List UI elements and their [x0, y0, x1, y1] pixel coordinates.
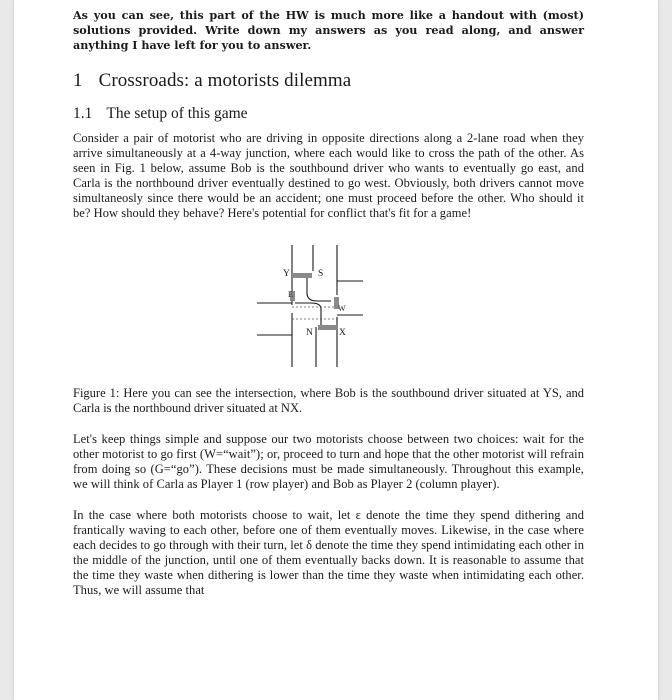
carla-car-block — [318, 325, 337, 330]
subsection-heading — [73, 105, 584, 123]
section-heading — [73, 70, 584, 92]
figure-caption: Figure 1: Here you can see the intersection, where Bob is the southbound driver situated at YS, and Carla is the northbound driver situated at NX. — [73, 386, 584, 415]
label-e: E — [288, 290, 293, 299]
label-n: N — [306, 328, 313, 338]
setup-paragraph: Consider a pair of motorist who are driving in opposite directions along a 2-lane road when they arrive simultaneously at a 4-way junction, where each would like to cross the path of the other. As seen in Fig. 1 below, assume Bob is the southbound driver who wants to eventually go east, and Carla is the northbound driver eventually destined to go west. Obviously, both drivers cannot move simultaneosly since there would be an accident; one must proceed before the other. Who should it be? How should they behave? Here's potential for conflict that's fit for a game! — [73, 131, 584, 220]
document-page — [14, 0, 658, 700]
lane-blocks — [290, 273, 339, 330]
page-content — [73, 8, 584, 598]
intersection-diagram — [257, 245, 387, 367]
choices-paragraph: Let's keep things simple and suppose our two motorists choose between two choices: wait for the other motorist to go first (W=“wait”); or, proceed to turn and hope that the other motorist will refrain from doing so (G=“go”). These decisions must be made simultaneously. Throughout this example, we will think of Carla as Player 1 (row player) and Bob as Player 2 (column player). — [73, 432, 584, 491]
label-y: Y — [283, 269, 290, 279]
intersection-figure — [73, 245, 584, 375]
intro-note: As you can see, this part of the HW is much more like a handout with (most) solutions provided. Write down my answers as you read along, and answer anything I have left for you to answer. — [73, 8, 584, 52]
subsection-number: 1.1 — [73, 105, 93, 122]
section-title: Crossroads: a motorists dilemma — [98, 70, 352, 91]
label-w: W — [338, 304, 346, 313]
subsection-title: The setup of this game — [106, 105, 248, 122]
payoff-paragraph: In the case where both motorists choose to wait, let ε denote the time they spend dithering and frantically waving to each other, before one of them eventually moves. Likewise, in the case where each decides to go through with their turn, let δ denote the time they spend intimidating each other in the middle of the junction, until one of them eventually backs down. It is reasonable to assume that the time they waste when dithering is lower than the time they waste when intimidating each other. Thus, we will assume that — [73, 508, 584, 597]
section-number: 1 — [73, 70, 83, 91]
bob-car-block — [292, 273, 312, 278]
label-s: S — [318, 269, 324, 279]
label-x: X — [339, 328, 346, 338]
